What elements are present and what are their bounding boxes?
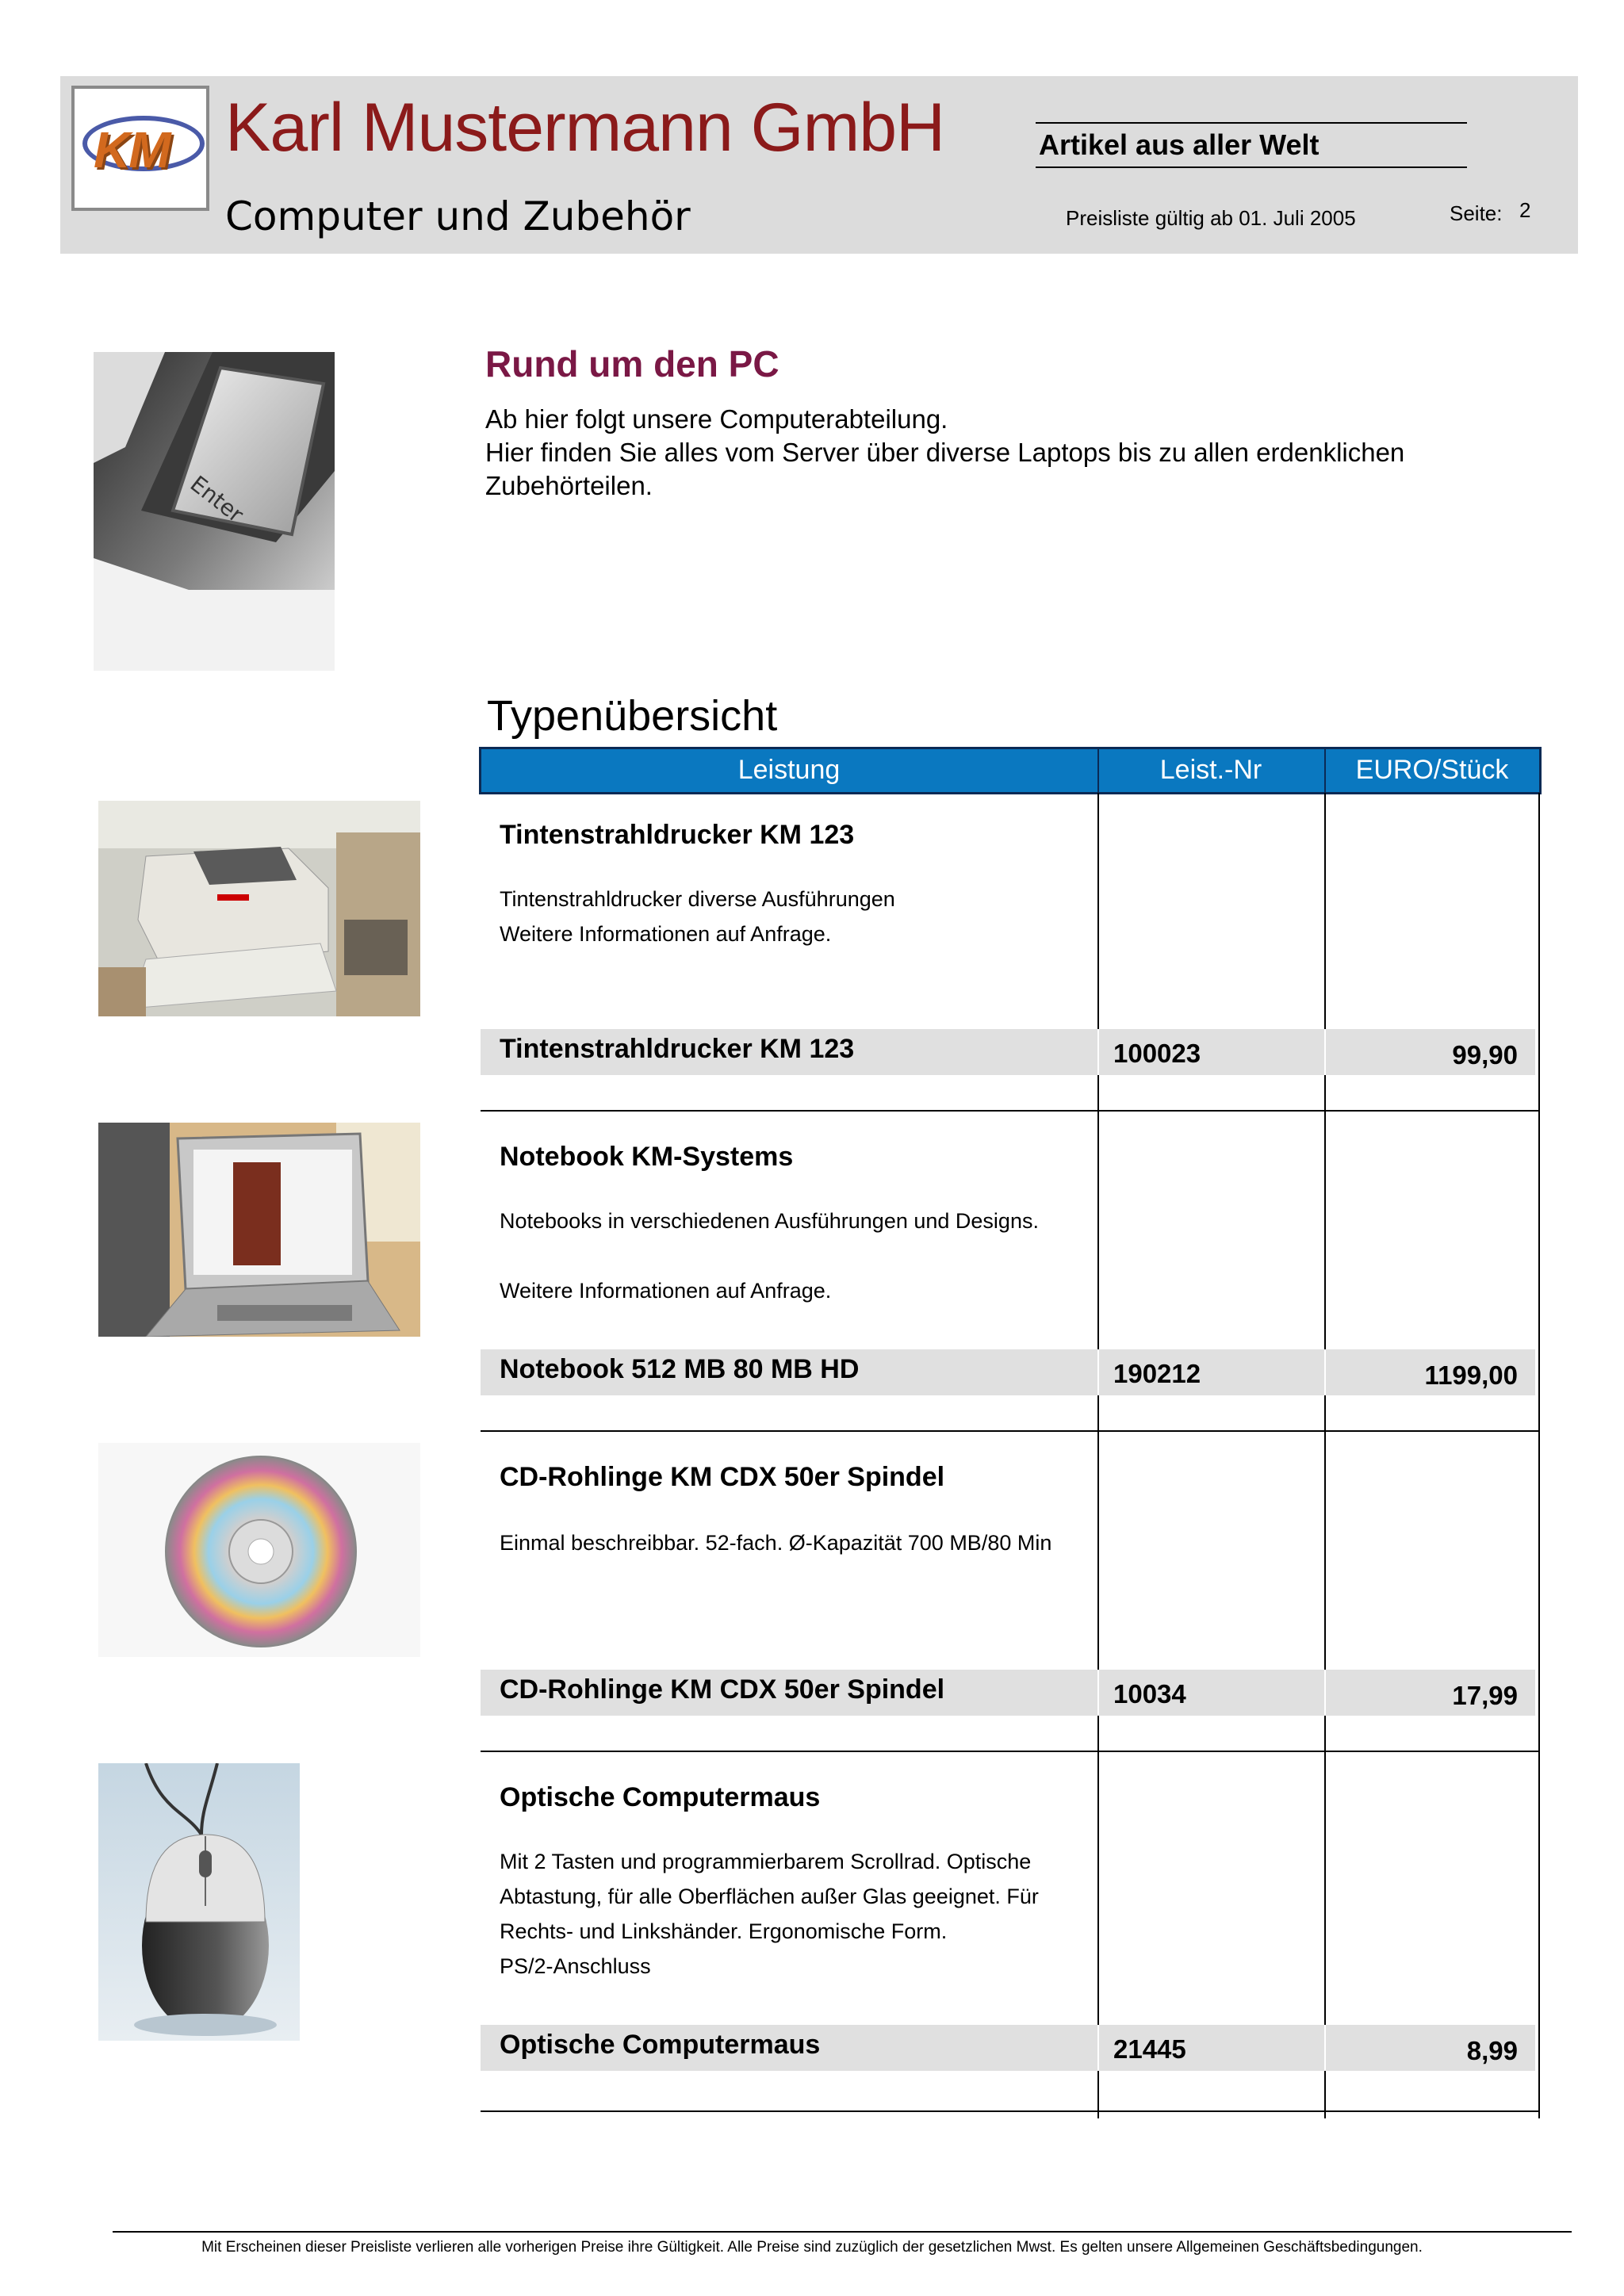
row-divider xyxy=(1324,1349,1326,1395)
description-line xyxy=(500,1238,1086,1273)
description-line: Abtastung, für alle Oberflächen außer Glas geeignet. Für xyxy=(500,1885,1039,1908)
article-number: 10034 xyxy=(1113,1679,1186,1709)
row-divider xyxy=(1324,1029,1326,1075)
article-number: 190212 xyxy=(1113,1359,1201,1388)
column-header-leistung: Leistung xyxy=(737,755,841,785)
row-divider xyxy=(1097,1029,1099,1075)
price-row-name: Notebook 512 MB 80 MB HD xyxy=(500,1354,860,1384)
item-description xyxy=(500,1525,1086,1560)
company-tagline: Computer und Zubehör xyxy=(225,193,691,239)
validity-date: Preisliste gültig ab 01. Juli 2005 xyxy=(1066,206,1356,230)
column-divider xyxy=(1097,793,1099,2118)
row-divider xyxy=(1097,1670,1099,1716)
divider xyxy=(1036,166,1467,168)
price-row xyxy=(481,1029,1535,1075)
price-value: 17,99 xyxy=(1452,1681,1518,1710)
row-divider xyxy=(1097,2025,1099,2071)
svg-text:Enter: Enter xyxy=(185,470,249,528)
header-slogan: Artikel aus aller Welt xyxy=(1039,128,1320,161)
row-separator xyxy=(481,2110,1540,2112)
column-divider xyxy=(1324,793,1326,2118)
price-row xyxy=(481,1349,1535,1395)
notebook-image xyxy=(98,1123,420,1337)
price-row-name: Tintenstrahldrucker KM 123 xyxy=(500,1034,855,1064)
page-header xyxy=(60,76,1578,254)
column-header-nr: Leist.-Nr xyxy=(1159,755,1262,785)
divider xyxy=(1036,122,1467,124)
intro-line: Hier finden Sie alles vom Server über diverse Laptops bis zu allen erdenklichen xyxy=(485,438,1405,467)
footer-note: Mit Erscheinen dieser Preisliste verlieren alle vorherigen Preise ihre Gültigkeit. Alle Preise sind zuzüglich der gesetzlichen Mwst. Es gelten unsere Allgemeinen Geschäftsbedingungen. xyxy=(201,2239,1423,2256)
description-line: Weitere Informationen auf Anfrage. xyxy=(500,1279,832,1303)
item-description xyxy=(500,1203,1086,1308)
description-line: Tintenstrahldrucker diverse Ausführungen xyxy=(500,887,895,911)
price-row xyxy=(481,1670,1535,1716)
price-value: 8,99 xyxy=(1466,2036,1518,2065)
item-title: Tintenstrahldrucker KM 123 xyxy=(500,820,855,850)
description-line: Mit 2 Tasten und programmierbarem Scrollrad. Optische xyxy=(500,1850,1032,1873)
keyboard-enter-key-image xyxy=(94,352,335,671)
description-line: Notebooks in verschiedenen Ausführungen und Designs. xyxy=(500,1209,1039,1233)
column-divider xyxy=(1538,793,1540,2118)
article-number: 21445 xyxy=(1113,2034,1186,2064)
description-line: Rechts- und Linkshänder. Ergonomische Form. xyxy=(500,1919,948,1943)
row-separator xyxy=(481,1430,1540,1432)
footer-divider xyxy=(113,2231,1572,2233)
item-description xyxy=(500,1844,1086,1984)
page-label: Seite: xyxy=(1450,201,1503,225)
description-line: PS/2-Anschluss xyxy=(500,1954,651,1978)
price-row xyxy=(481,2025,1535,2071)
row-divider xyxy=(1324,1670,1326,1716)
intro-text xyxy=(485,403,1516,503)
price-value: 99,90 xyxy=(1452,1040,1518,1070)
types-overview-title: Typenübersicht xyxy=(487,692,778,740)
item-description xyxy=(500,882,1086,951)
section-title: Rund um den PC xyxy=(485,343,779,385)
printer-image xyxy=(98,801,420,1016)
computer-mouse-image xyxy=(98,1763,300,2041)
price-row-name: Optische Computermaus xyxy=(500,2030,821,2060)
company-name: Karl Mustermann GmbH xyxy=(225,90,945,166)
row-separator xyxy=(481,1110,1540,1112)
row-divider xyxy=(1324,2025,1326,2071)
row-separator xyxy=(481,1751,1540,1752)
cd-disc-image xyxy=(98,1443,420,1657)
price-row-name: CD-Rohlinge KM CDX 50er Spindel xyxy=(500,1674,945,1705)
column-header-price: EURO/Stück xyxy=(1355,755,1509,785)
company-logo xyxy=(71,86,209,211)
intro-line: Ab hier folgt unsere Computerabteilung. xyxy=(485,404,948,434)
article-number: 100023 xyxy=(1113,1039,1201,1068)
logo-text: KM xyxy=(94,121,170,178)
item-title: CD-Rohlinge KM CDX 50er Spindel xyxy=(500,1462,945,1492)
row-divider xyxy=(1097,1349,1099,1395)
item-title: Notebook KM-Systems xyxy=(500,1142,794,1172)
description-line: Einmal beschreibbar. 52-fach. Ø-Kapazität 700 MB/80 Min xyxy=(500,1531,1052,1555)
description-line: Weitere Informationen auf Anfrage. xyxy=(500,922,832,946)
page-number: 2 xyxy=(1519,198,1531,222)
table-header xyxy=(481,748,1540,793)
price-value: 1199,00 xyxy=(1424,1360,1518,1390)
intro-line: Zubehörteilen. xyxy=(485,471,653,500)
item-title: Optische Computermaus xyxy=(500,1782,821,1812)
